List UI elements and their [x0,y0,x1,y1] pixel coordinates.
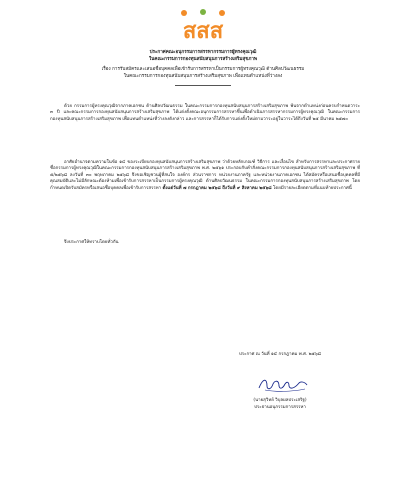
date-line: ประกาศ ณ วันที่ ๑๔ กรกฎาคม พ.ศ. ๒๕๖๘ [238,352,322,357]
subject-line2: ในคณะกรรมการกองทุนสนับสนุนการสร้างเสริมสุขภาพ เพื่อแทนตำแหน่งที่ว่างลง [123,74,283,79]
org-title-line1: ประกาศคณะอนุกรรมการสรรหากรรมการผู้ทรงคุณวุฒิ [149,50,257,55]
org-title-line2: ในคณะกรรมการกองทุนสนับสนุนการสร้างเสริมสุขภาพ [148,57,258,62]
logo-text: สสส [182,19,224,44]
divider [175,85,231,86]
application-period: ตั้งแต่วันที่ ๗ กรกฎาคม ๒๕๖๘ ถึงวันที่ ๙ สิงหาคม ๒๕๖๘ [162,185,272,191]
signature-image [255,376,311,394]
signer-name: (นายสุวิทย์ วิบุลผลประเสริฐ) [253,398,307,403]
paragraph-1: ด้วย กรรมการผู้ทรงคุณวุฒิจากภาคเอกชน ด้านศิลปวัฒนธรรม ในคณะกรรมการกองทุนสนับสนุนการสร้างเสริมสุขภาพ พ้นจากตำแหน่งก่อนครบกำหนดวาระ ๓ ปี และคณะกรรมการกองทุนสนับสนุนการสร้างเสริมสุขภาพ ได้แต่งตั้งคณะอนุกรรมการสรรหาขึ้นเพื่อดำเนินการสรรหากรรมการผู้ทรงคุณวุฒิ ในคณะกรรมการกองทุนสนับสนุนการสร้างเสริมสุขภาพ เพื่อแทนตำแหน่งที่ว่างลงดังกล่าว และการสรรหาก็ได้รับการแต่งตั้งใหม่ตามวาระอยู่ในวาระได้ถึงวันที่ ๒๕ มีนาคม ๒๕๗๐ [50,104,360,122]
paragraph-2-tail: โดยมีรายละเอียดตามที่แนบท้ายประกาศนี้ [273,185,352,191]
paragraph-2-main: อาศัยอำนาจตามความในข้อ ๑๔ ของระเบียบกองทุนสนับสนุนการสร้างเสริมสุขภาพ ว่าด้วยหลักเกณฑ์ วิธีการ และเงื่อนไข สำหรับการสรรหาและประกาศรายชื่อกรรมการผู้ทรงคุณวุฒิในคณะกรรมการกองทุนสนับสนุนการสร้างเสริมสุขภาพ พ.ศ. ๒๕๖๑ ประกอบกับคำสั่งคณะกรรมการกองทุนสนับสนุนการสร้างเสริมสุขภาพ ที่ ๕/๒๕๖๘ ลงวันที่ ๓๐ พฤษภาคม ๒๕๖๘ จึงขอเชิญชวนผู้ที่สนใจ องค์กร ส่วนราชการ หน่วยงานภาครัฐ และหน่วยงานภาคเอกชน ได้สมัครหรือเสนอชื่อบุคคลที่มีคุณสมบัติและไม่มีลักษณะต้องห้ามเพื่อเข้ารับการสรรหาเป็นกรรมการผู้ทรงคุณวุฒิ ด้านศิลปวัฒนธรรม ในคณะกรรมการกองทุนสนับสนุนการสร้างเสริมสุขภาพ โดยกำหนดเปิดรับสมัครหรือเสนอชื่อบุคคลเพื่อเข้ารับการสรรหา [50,160,360,191]
signer-title: ประธานอนุกรรมการสรรหา [254,405,306,410]
closing-line: จึงประกาศให้ทราบโดยทั่วกัน [64,240,119,245]
subject-line1: เรื่อง การรับสมัครและเสนอชื่อบุคคลเพื่อเข้ารับการสรรหาเป็นกรรมการผู้ทรงคุณวุฒิ ด้านศิลปวัฒนธรรม [101,67,305,72]
thaihealth-logo [170,8,236,44]
paragraph-2 [50,160,360,192]
